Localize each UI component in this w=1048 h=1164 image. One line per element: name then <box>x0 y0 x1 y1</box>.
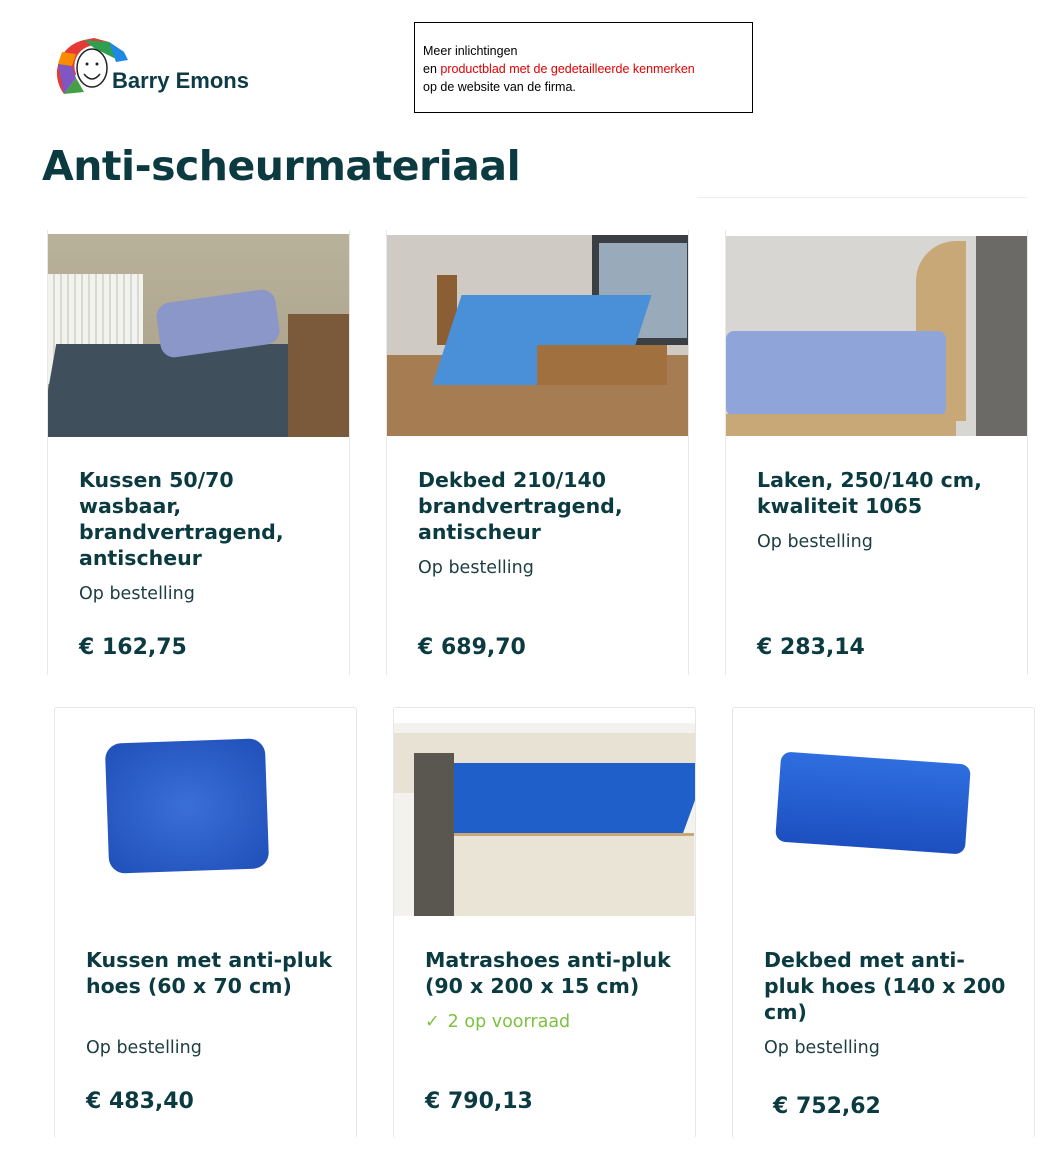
product-title[interactable]: Laken, 250/140 cm, kwaliteit 1065 <box>757 468 982 518</box>
product-card[interactable] <box>54 707 357 1138</box>
product-image[interactable] <box>55 723 356 918</box>
info-box <box>414 22 753 113</box>
info-line-3: op de website van de firma. <box>423 80 576 94</box>
product-card[interactable] <box>732 707 1035 1138</box>
product-title[interactable]: Matrashoes anti-pluk (90 x 200 x 15 cm) <box>425 948 671 998</box>
product-card[interactable] <box>393 707 696 1138</box>
info-line-1: Meer inlichtingen <box>423 44 518 58</box>
product-image[interactable] <box>387 235 688 436</box>
product-title[interactable]: Dekbed met anti-pluk hoes (140 x 200 cm) <box>764 948 1006 1024</box>
product-image[interactable] <box>394 723 695 916</box>
product-status: Op bestelling <box>757 532 873 552</box>
product-price: € 689,70 <box>418 635 526 660</box>
product-price: € 283,14 <box>757 635 865 660</box>
product-status: Op bestelling <box>418 558 534 578</box>
product-card[interactable] <box>386 230 689 675</box>
product-title[interactable]: Dekbed 210/140 brandvertragend, antischeur <box>418 468 623 544</box>
brand-logo[interactable] <box>54 34 254 98</box>
product-status: Op bestelling <box>79 584 195 604</box>
product-status: Op bestelling <box>86 1038 202 1058</box>
stock-label: 2 op voorraad <box>447 1012 571 1032</box>
product-status: Op bestelling <box>764 1038 880 1058</box>
page-title: Anti-scheurmateriaal <box>42 142 521 190</box>
product-price: € 483,40 <box>86 1089 194 1114</box>
product-price: € 790,13 <box>425 1089 533 1114</box>
product-price: € 162,75 <box>79 635 187 660</box>
product-stock-status <box>425 1012 570 1032</box>
product-title[interactable]: Kussen 50/70 wasbaar, brandvertragend, antischeur <box>79 468 284 570</box>
checkmark-icon: ✓ <box>425 1012 440 1032</box>
product-image[interactable] <box>726 236 1027 436</box>
product-price: € 752,62 <box>773 1094 881 1119</box>
info-line-2-prefix: en <box>423 62 441 76</box>
product-title[interactable]: Kussen met anti-pluk hoes (60 x 70 cm) <box>86 948 333 998</box>
product-image[interactable] <box>48 234 349 437</box>
product-card[interactable] <box>47 230 350 675</box>
product-card[interactable] <box>725 230 1028 675</box>
product-sheet-link[interactable]: productblad met de gedetailleerde kenmerken <box>440 62 695 76</box>
divider <box>697 197 1027 198</box>
product-image[interactable] <box>733 723 1034 918</box>
brand-name: Barry Emons <box>112 68 249 93</box>
